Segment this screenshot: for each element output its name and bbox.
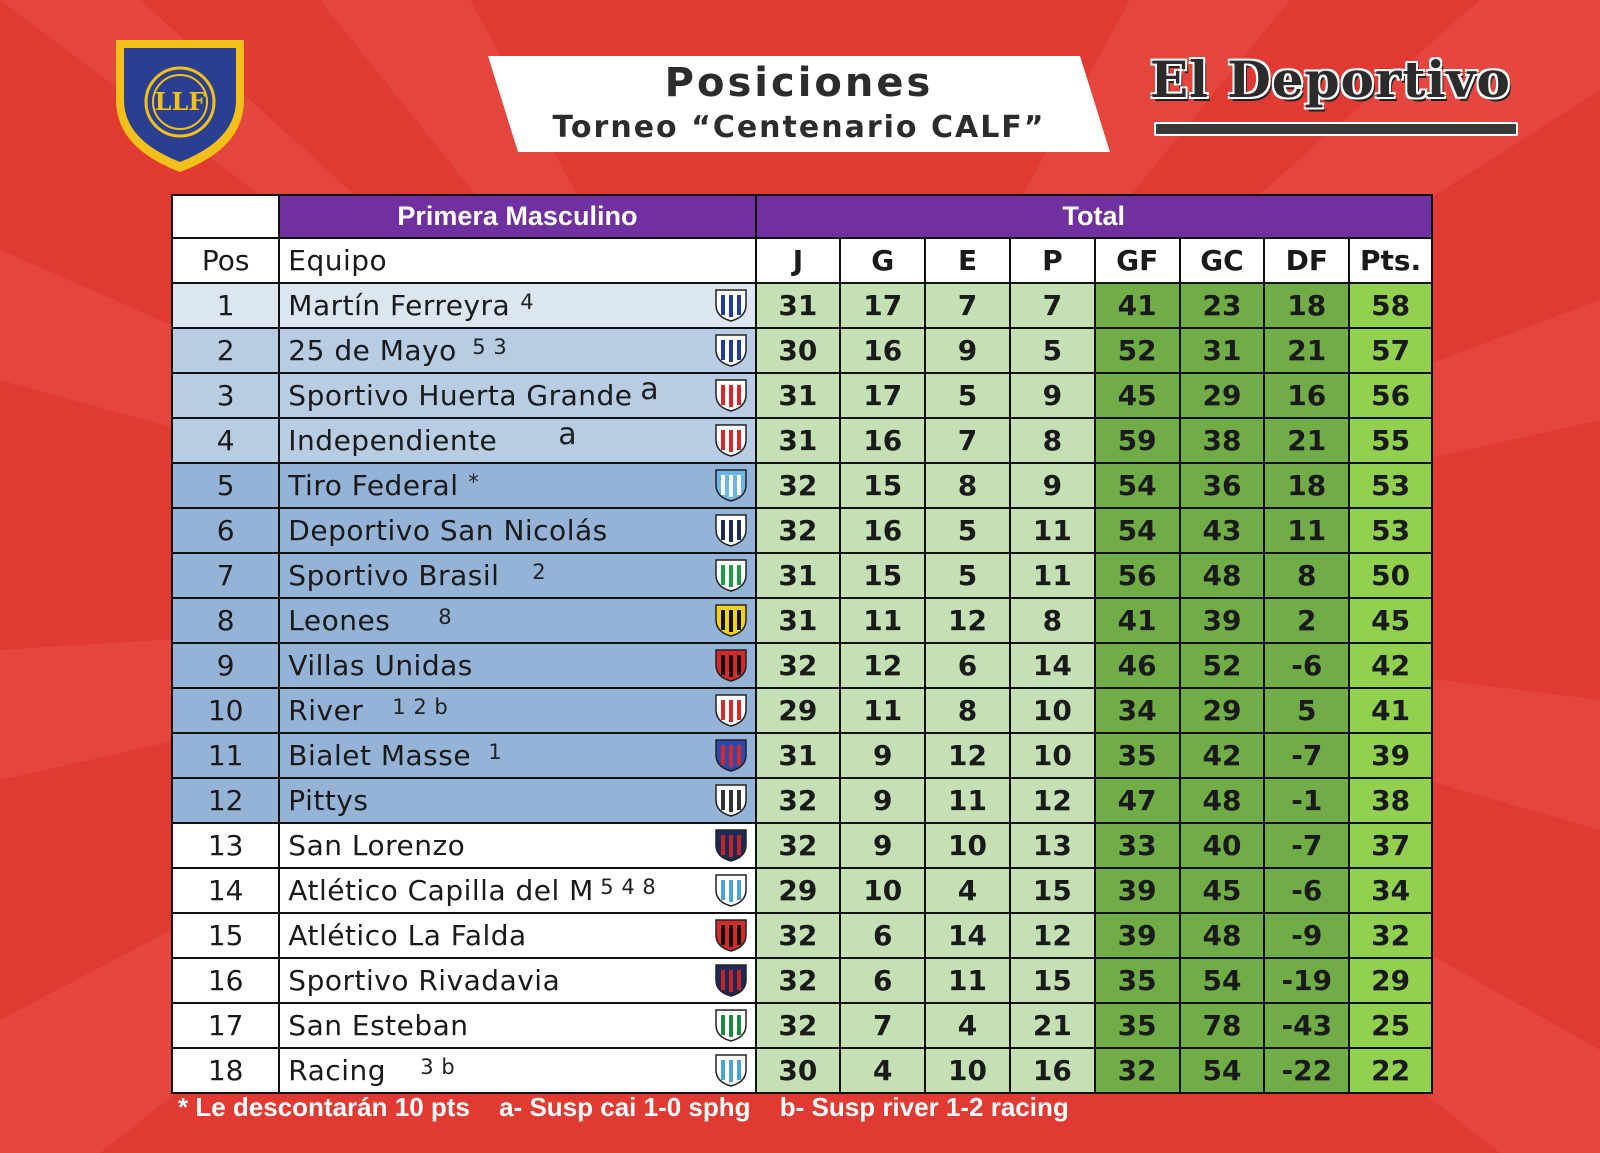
cell-gf: 35: [1095, 958, 1180, 1003]
team-note: *: [468, 470, 480, 494]
cell-df: 18: [1264, 463, 1349, 508]
cell-gf: 52: [1095, 328, 1180, 373]
cell-team: [279, 868, 755, 913]
cell-gc: 38: [1180, 418, 1265, 463]
col-header-e: E: [925, 238, 1010, 283]
column-header-row: [172, 238, 1432, 283]
cell-position: 13: [172, 823, 279, 868]
cell-gc: 48: [1180, 553, 1265, 598]
team-name: Sportivo Brasil: [288, 559, 500, 592]
cell-p: 8: [1010, 598, 1095, 643]
cell-pts: 41: [1349, 688, 1432, 733]
cell-team: [279, 463, 755, 508]
group-header-division: Primera Masculino: [279, 195, 755, 238]
team-shield-icon: [713, 692, 749, 728]
cell-position: 5: [172, 463, 279, 508]
cell-j: 31: [756, 373, 841, 418]
cell-e: 10: [925, 823, 1010, 868]
cell-g: 15: [840, 553, 925, 598]
cell-gc: 52: [1180, 643, 1265, 688]
title-plate: [488, 56, 1110, 152]
team-shield-icon: [713, 1052, 749, 1088]
team-note: 5 4 8: [600, 875, 657, 899]
cell-df: -19: [1264, 958, 1349, 1003]
cell-gc: 29: [1180, 688, 1265, 733]
team-shield-icon: [713, 512, 749, 548]
cell-df: -1: [1264, 778, 1349, 823]
cell-e: 9: [925, 328, 1010, 373]
team-name: River: [288, 694, 364, 727]
cell-team: [279, 1003, 755, 1048]
table-row: [172, 913, 1432, 958]
team-note: a: [558, 418, 578, 452]
cell-pts: 25: [1349, 1003, 1432, 1048]
team-note: 5 3: [472, 335, 508, 359]
cell-gf: 47: [1095, 778, 1180, 823]
cell-j: 29: [756, 688, 841, 733]
cell-df: -9: [1264, 913, 1349, 958]
cell-pts: 53: [1349, 463, 1432, 508]
table-row: [172, 733, 1432, 778]
cell-p: 15: [1010, 868, 1095, 913]
cell-pts: 37: [1349, 823, 1432, 868]
team-shield-icon: [713, 287, 749, 323]
team-name: Pittys: [288, 784, 369, 817]
cell-team: [279, 508, 755, 553]
cell-position: 12: [172, 778, 279, 823]
col-header-team: Equipo: [279, 238, 755, 283]
cell-j: 32: [756, 463, 841, 508]
cell-gc: 45: [1180, 868, 1265, 913]
cell-g: 6: [840, 958, 925, 1003]
cell-pts: 56: [1349, 373, 1432, 418]
cell-gf: 45: [1095, 373, 1180, 418]
cell-gc: 40: [1180, 823, 1265, 868]
cell-team: [279, 913, 755, 958]
cell-j: 32: [756, 913, 841, 958]
cell-team: [279, 733, 755, 778]
col-header-gf: GF: [1095, 238, 1180, 283]
cell-g: 15: [840, 463, 925, 508]
crest-text: LLF: [154, 87, 206, 116]
cell-df: 5: [1264, 688, 1349, 733]
cell-g: 9: [840, 778, 925, 823]
cell-df: 8: [1264, 553, 1349, 598]
cell-pts: 29: [1349, 958, 1432, 1003]
footnote-deduction: * Le descontarán 10 pts: [178, 1092, 470, 1122]
cell-g: 6: [840, 913, 925, 958]
team-name: Tiro Federal: [288, 469, 459, 502]
cell-e: 8: [925, 688, 1010, 733]
cell-pts: 22: [1349, 1048, 1432, 1093]
cell-gf: 39: [1095, 913, 1180, 958]
standings-table: [171, 194, 1433, 1094]
team-name: 25 de Mayo: [288, 334, 457, 367]
cell-j: 32: [756, 778, 841, 823]
cell-e: 5: [925, 553, 1010, 598]
cell-j: 30: [756, 328, 841, 373]
cell-g: 16: [840, 508, 925, 553]
cell-gf: 35: [1095, 733, 1180, 778]
cell-df: -22: [1264, 1048, 1349, 1093]
cell-e: 5: [925, 508, 1010, 553]
team-note: 3 b: [420, 1055, 456, 1079]
cell-e: 7: [925, 283, 1010, 328]
table-row: [172, 823, 1432, 868]
team-name: Bialet Masse: [288, 739, 472, 772]
team-name: Leones: [288, 604, 391, 637]
cell-df: -7: [1264, 823, 1349, 868]
table-row: [172, 373, 1432, 418]
team-shield-icon: [713, 872, 749, 908]
table-row: [172, 1003, 1432, 1048]
cell-p: 11: [1010, 508, 1095, 553]
cell-team: [279, 958, 755, 1003]
cell-pts: 39: [1349, 733, 1432, 778]
col-header-p: P: [1010, 238, 1095, 283]
table-row: [172, 553, 1432, 598]
cell-position: 6: [172, 508, 279, 553]
cell-gf: 41: [1095, 283, 1180, 328]
cell-e: 7: [925, 418, 1010, 463]
cell-position: 17: [172, 1003, 279, 1048]
cell-pts: 32: [1349, 913, 1432, 958]
league-crest: [110, 30, 250, 176]
team-name: Villas Unidas: [288, 649, 473, 682]
cell-position: 10: [172, 688, 279, 733]
cell-gf: 41: [1095, 598, 1180, 643]
cell-position: 7: [172, 553, 279, 598]
table-row: [172, 868, 1432, 913]
team-name: Martín Ferreyra: [288, 289, 511, 322]
team-name: Independiente: [288, 424, 498, 457]
team-shield-icon: [713, 332, 749, 368]
cell-pts: 58: [1349, 283, 1432, 328]
cell-gc: 23: [1180, 283, 1265, 328]
cell-position: 3: [172, 373, 279, 418]
team-name: Racing: [288, 1054, 386, 1087]
cell-pts: 55: [1349, 418, 1432, 463]
cell-gc: 42: [1180, 733, 1265, 778]
table-row: [172, 508, 1432, 553]
cell-team: [279, 778, 755, 823]
cell-j: 29: [756, 868, 841, 913]
team-note: 1: [488, 740, 503, 764]
cell-pts: 53: [1349, 508, 1432, 553]
cell-e: 12: [925, 733, 1010, 778]
team-shield-icon: [713, 467, 749, 503]
cell-pts: 38: [1349, 778, 1432, 823]
cell-df: -6: [1264, 643, 1349, 688]
cell-e: 10: [925, 1048, 1010, 1093]
cell-team: [279, 688, 755, 733]
cell-gf: 56: [1095, 553, 1180, 598]
group-header-total: Total: [756, 195, 1433, 238]
cell-j: 31: [756, 553, 841, 598]
cell-e: 6: [925, 643, 1010, 688]
brand-name: El Deportivo: [1150, 50, 1511, 109]
cell-df: 2: [1264, 598, 1349, 643]
cell-gc: 39: [1180, 598, 1265, 643]
cell-g: 17: [840, 283, 925, 328]
cell-gf: 34: [1095, 688, 1180, 733]
brand-logo: [1150, 50, 1520, 140]
cell-g: 10: [840, 868, 925, 913]
cell-e: 12: [925, 598, 1010, 643]
cell-pts: 57: [1349, 328, 1432, 373]
cell-j: 32: [756, 958, 841, 1003]
table-row: [172, 778, 1432, 823]
cell-g: 16: [840, 418, 925, 463]
team-name: San Lorenzo: [288, 829, 466, 862]
col-header-g: G: [840, 238, 925, 283]
cell-gc: 54: [1180, 1048, 1265, 1093]
cell-p: 5: [1010, 328, 1095, 373]
table-row: [172, 463, 1432, 508]
team-name: San Esteban: [288, 1009, 469, 1042]
cell-position: 4: [172, 418, 279, 463]
cell-gc: 48: [1180, 778, 1265, 823]
cell-gf: 32: [1095, 1048, 1180, 1093]
team-note: a: [640, 373, 660, 407]
team-shield-icon: [713, 647, 749, 683]
footnote-b: b- Susp river 1-2 racing: [779, 1092, 1069, 1122]
team-shield-icon: [713, 782, 749, 818]
cell-j: 32: [756, 823, 841, 868]
cell-pts: 50: [1349, 553, 1432, 598]
table-row: [172, 688, 1432, 733]
team-shield-icon: [713, 377, 749, 413]
cell-j: 32: [756, 643, 841, 688]
team-note: 4: [520, 290, 535, 314]
cell-position: 15: [172, 913, 279, 958]
footnote-a: a- Susp cai 1-0 sphg: [499, 1092, 751, 1122]
cell-gf: 59: [1095, 418, 1180, 463]
cell-p: 15: [1010, 958, 1095, 1003]
cell-df: -43: [1264, 1003, 1349, 1048]
cell-p: 13: [1010, 823, 1095, 868]
cell-position: 9: [172, 643, 279, 688]
col-header-pts: Pts.: [1349, 238, 1432, 283]
team-shield-icon: [713, 917, 749, 953]
cell-pts: 42: [1349, 643, 1432, 688]
cell-gc: 36: [1180, 463, 1265, 508]
table-row: [172, 598, 1432, 643]
cell-df: -6: [1264, 868, 1349, 913]
cell-gc: 31: [1180, 328, 1265, 373]
cell-j: 31: [756, 283, 841, 328]
cell-gf: 39: [1095, 868, 1180, 913]
cell-j: 32: [756, 1003, 841, 1048]
cell-position: 8: [172, 598, 279, 643]
cell-e: 5: [925, 373, 1010, 418]
team-note: 8: [438, 605, 453, 629]
cell-p: 7: [1010, 283, 1095, 328]
cell-team: [279, 283, 755, 328]
cell-pts: 45: [1349, 598, 1432, 643]
cell-team: [279, 373, 755, 418]
cell-e: 4: [925, 868, 1010, 913]
team-name: Sportivo Rivadavia: [288, 964, 561, 997]
cell-j: 31: [756, 418, 841, 463]
cell-p: 11: [1010, 553, 1095, 598]
team-shield-icon: [713, 602, 749, 638]
cell-e: 4: [925, 1003, 1010, 1048]
team-name: Sportivo Huerta Grande: [288, 379, 633, 412]
table-row: [172, 643, 1432, 688]
cell-position: 16: [172, 958, 279, 1003]
cell-g: 12: [840, 643, 925, 688]
cell-p: 9: [1010, 373, 1095, 418]
cell-gf: 54: [1095, 463, 1180, 508]
team-note: 1 2 b: [392, 695, 449, 719]
cell-team: [279, 823, 755, 868]
team-name: Deportivo San Nicolás: [288, 514, 608, 547]
cell-gc: 29: [1180, 373, 1265, 418]
cell-team: [279, 328, 755, 373]
cell-team: [279, 1048, 755, 1093]
cell-team: [279, 553, 755, 598]
cell-p: 10: [1010, 688, 1095, 733]
cell-gf: 46: [1095, 643, 1180, 688]
table-row: [172, 283, 1432, 328]
footnotes: [178, 1092, 1091, 1123]
cell-df: 16: [1264, 373, 1349, 418]
cell-p: 8: [1010, 418, 1095, 463]
cell-df: -7: [1264, 733, 1349, 778]
table-row: [172, 328, 1432, 373]
cell-gc: 43: [1180, 508, 1265, 553]
cell-position: 2: [172, 328, 279, 373]
cell-position: 11: [172, 733, 279, 778]
table-row: [172, 418, 1432, 463]
cell-gc: 48: [1180, 913, 1265, 958]
cell-p: 9: [1010, 463, 1095, 508]
cell-e: 8: [925, 463, 1010, 508]
cell-j: 30: [756, 1048, 841, 1093]
cell-position: 14: [172, 868, 279, 913]
cell-p: 12: [1010, 913, 1095, 958]
cell-p: 21: [1010, 1003, 1095, 1048]
page-title: Posiciones: [664, 60, 934, 106]
cell-p: 12: [1010, 778, 1095, 823]
cell-e: 11: [925, 778, 1010, 823]
team-name: Atlético La Falda: [288, 919, 527, 952]
cell-j: 31: [756, 733, 841, 778]
cell-df: 21: [1264, 418, 1349, 463]
page-subtitle: Torneo “Centenario CALF”: [552, 110, 1046, 145]
col-header-j: J: [756, 238, 841, 283]
team-shield-icon: [713, 1007, 749, 1043]
cell-gc: 54: [1180, 958, 1265, 1003]
cell-p: 16: [1010, 1048, 1095, 1093]
cell-team: [279, 418, 755, 463]
team-shield-icon: [713, 422, 749, 458]
team-note: 2: [532, 560, 547, 584]
col-header-pos: Pos: [172, 238, 279, 283]
table-row: [172, 1048, 1432, 1093]
team-shield-icon: [713, 827, 749, 863]
cell-e: 11: [925, 958, 1010, 1003]
cell-p: 14: [1010, 643, 1095, 688]
brand-underline: [1154, 122, 1518, 136]
team-name: Atlético Capilla del M: [288, 874, 594, 907]
cell-g: 4: [840, 1048, 925, 1093]
cell-gf: 35: [1095, 1003, 1180, 1048]
cell-g: 9: [840, 823, 925, 868]
cell-j: 31: [756, 598, 841, 643]
cell-p: 10: [1010, 733, 1095, 778]
cell-position: 18: [172, 1048, 279, 1093]
col-header-gc: GC: [1180, 238, 1265, 283]
cell-team: [279, 598, 755, 643]
team-shield-icon: [713, 557, 749, 593]
header-blank-cell: [172, 195, 279, 238]
cell-df: 18: [1264, 283, 1349, 328]
cell-g: 16: [840, 328, 925, 373]
cell-gf: 33: [1095, 823, 1180, 868]
cell-team: [279, 643, 755, 688]
cell-gf: 54: [1095, 508, 1180, 553]
cell-g: 11: [840, 688, 925, 733]
cell-e: 14: [925, 913, 1010, 958]
cell-g: 7: [840, 1003, 925, 1048]
team-shield-icon: [713, 962, 749, 998]
table-row: [172, 958, 1432, 1003]
cell-df: 11: [1264, 508, 1349, 553]
cell-position: 1: [172, 283, 279, 328]
team-shield-icon: [713, 737, 749, 773]
cell-gc: 78: [1180, 1003, 1265, 1048]
cell-pts: 34: [1349, 868, 1432, 913]
cell-df: 21: [1264, 328, 1349, 373]
cell-g: 17: [840, 373, 925, 418]
cell-j: 32: [756, 508, 841, 553]
cell-g: 9: [840, 733, 925, 778]
cell-g: 11: [840, 598, 925, 643]
col-header-df: DF: [1264, 238, 1349, 283]
